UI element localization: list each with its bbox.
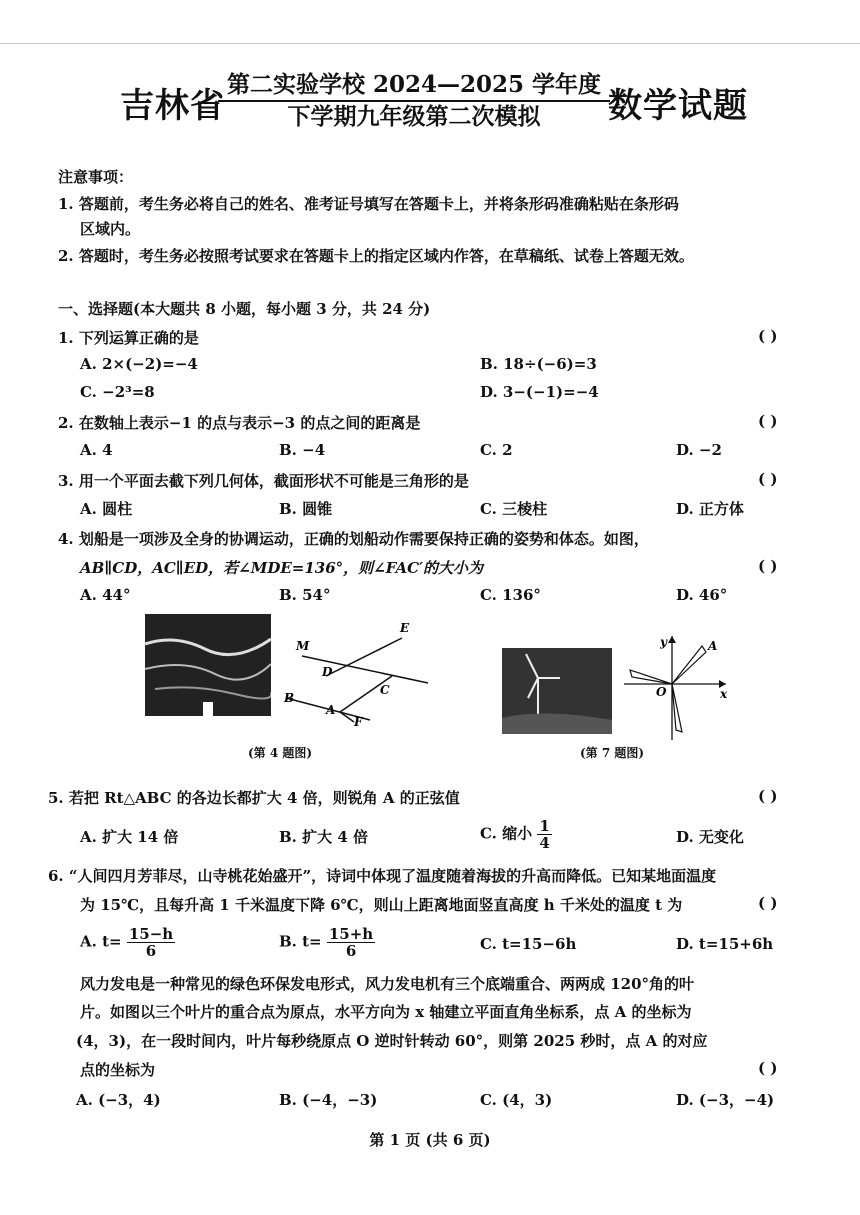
- question-3-stem: 3. 用一个平面去截下列几何体，截面形状不可能是三角形的是: [58, 472, 469, 490]
- q6-option-c[interactable]: C. t=15−6h: [480, 935, 577, 953]
- answer-bracket-4[interactable]: ( ): [758, 557, 778, 575]
- blade-2: [630, 670, 672, 684]
- blade-1: [672, 646, 706, 684]
- q5-option-c[interactable]: [480, 818, 552, 851]
- page-footer: 第 1 页 (共 6 页): [369, 1131, 491, 1149]
- q5-option-b[interactable]: B. 扩大 4 倍: [279, 828, 369, 846]
- figure-7-caption: (第 7 题图): [580, 746, 645, 760]
- q2-option-d[interactable]: D. −2: [676, 441, 722, 459]
- top-border: [0, 43, 860, 44]
- notice-item-1b: 区域内。: [80, 220, 141, 238]
- figure-4-caption: (第 4 题图): [248, 746, 313, 760]
- label-c: C: [380, 683, 390, 697]
- label-o: O: [656, 685, 667, 699]
- figure-4-diagram: [280, 618, 440, 728]
- blade-3: [672, 684, 682, 732]
- question-7-stem-2: 片。如图以三个叶片的重合点为原点，水平方向为 x 轴建立平面直角坐标系，点 A 的坐标为: [80, 1003, 692, 1021]
- q3-option-d[interactable]: D. 正方体: [676, 500, 744, 518]
- y-axis-arrow-icon: [668, 636, 676, 643]
- q1-option-a[interactable]: A. 2×(−2)=−4: [80, 355, 198, 373]
- line-de: [326, 638, 402, 676]
- question-4-stem-2: AB∥CD，AC∥ED，若∠MDE=136°，则∠FAC′的大小为: [80, 559, 484, 577]
- q6-option-a-label: A. t=: [80, 932, 122, 951]
- rowing-photo-texture: [145, 614, 271, 716]
- q4-option-c[interactable]: C. 136°: [480, 586, 541, 604]
- q6-option-a[interactable]: [80, 926, 175, 959]
- q5-fraction-num: 1: [539, 817, 550, 835]
- title-subject: 数学试题: [608, 86, 748, 126]
- question-6-stem-2: 为 15℃，且每升高 1 千米温度下降 6℃，则山上距离地面竖直高度 h 千米处的温度 t 为: [80, 896, 683, 914]
- question-6-stem: 6. “人间四月芳菲尽，山寺桃花始盛开”，诗词中体现了温度随着海拔的升高而降低。已知某地面温度: [48, 867, 717, 885]
- label-e: E: [400, 621, 410, 635]
- question-7-stem: 风力发电是一种常见的绿色环保发电形式，风力发电机有三个底端重合、两两成 120°角的叶: [80, 975, 695, 993]
- answer-bracket-5[interactable]: ( ): [758, 787, 778, 805]
- q3-option-b[interactable]: B. 圆锥: [279, 500, 333, 518]
- title-term: 下学期九年级第二次模拟: [287, 103, 541, 130]
- q5-option-a[interactable]: A. 扩大 14 倍: [80, 828, 179, 846]
- question-2-stem: 2. 在数轴上表示−1 的点与表示−3 的点之间的距离是: [58, 414, 421, 432]
- title-province: 吉林省: [120, 86, 225, 126]
- wind-turbine-texture: [502, 648, 612, 734]
- notice-title: 注意事项：: [58, 168, 134, 186]
- q5-option-d[interactable]: D. 无变化: [676, 828, 744, 846]
- line-dc: [302, 656, 428, 683]
- q6-fraction-a-den: 6: [145, 942, 157, 960]
- q6-fraction-b-num: 15+h: [328, 925, 374, 943]
- q2-option-a[interactable]: A. 4: [80, 441, 113, 459]
- q3-option-c[interactable]: C. 三棱柱: [480, 500, 548, 518]
- notice-item-2: 2. 答题时，考生务必按照考试要求在答题卡上的指定区域内作答，在草稿纸、试卷上答题无效。: [58, 247, 694, 265]
- q4-option-d[interactable]: D. 46°: [676, 586, 728, 604]
- label-d: D: [322, 665, 333, 679]
- q6-fraction-b: [327, 926, 375, 959]
- q1-option-d[interactable]: D. 3−(−1)=−4: [480, 383, 599, 401]
- question-4-stem: 4. 划船是一项涉及全身的协调运动，正确的划船动作需要保持正确的姿势和体态。如图，: [58, 530, 649, 548]
- question-5-stem: 5. 若把 Rt△ABC 的各边长都扩大 4 倍，则锐角 A 的正弦值: [48, 789, 460, 807]
- q7-option-a[interactable]: A. (−3，4): [76, 1091, 161, 1109]
- answer-bracket-1[interactable]: ( ): [758, 327, 778, 345]
- q5-option-c-label: C. 缩小: [480, 824, 533, 843]
- q1-option-b[interactable]: B. 18÷(−6)=3: [480, 355, 597, 373]
- label-a: A: [326, 703, 336, 717]
- label-x: x: [720, 687, 728, 701]
- label-a: A: [708, 639, 718, 653]
- wind-turbine-photo: [502, 648, 612, 734]
- answer-bracket-7[interactable]: ( ): [758, 1059, 778, 1077]
- label-m: M: [296, 639, 310, 653]
- question-7-stem-3: (4，3)，在一段时间内，叶片每秒绕原点 O 逆时针转动 60°，则第 2025 秒时，点 A 的对应: [76, 1032, 708, 1050]
- q4-option-a[interactable]: A. 44°: [80, 586, 131, 604]
- q5-fraction: [537, 818, 551, 851]
- question-1-stem: 1. 下列运算正确的是: [58, 329, 199, 347]
- figure-7-diagram: [622, 630, 732, 742]
- q7-option-d[interactable]: D. (−3，−4): [676, 1091, 775, 1109]
- q6-option-d[interactable]: D. t=15+6h: [676, 935, 774, 953]
- q6-fraction-a: [127, 926, 175, 959]
- answer-bracket-2[interactable]: ( ): [758, 412, 778, 430]
- q6-fraction-b-den: 6: [345, 942, 357, 960]
- section-heading: 一、选择题(本大题共 8 小题，每小题 3 分，共 24 分): [58, 300, 431, 318]
- q2-option-c[interactable]: C. 2: [480, 441, 513, 459]
- title-school: [218, 70, 610, 132]
- label-b: B: [284, 691, 295, 705]
- title-school-year: 第二实验学校 2024—2025 学年度: [218, 70, 610, 102]
- question-7-stem-4: 点的坐标为: [80, 1061, 156, 1079]
- q1-option-c[interactable]: C. −2³=8: [80, 383, 155, 401]
- q6-option-b-label: B. t=: [279, 932, 322, 951]
- q7-option-b[interactable]: B. (−4，−3): [279, 1091, 378, 1109]
- q3-option-a[interactable]: A. 圆柱: [80, 500, 133, 518]
- q5-fraction-den: 4: [539, 834, 550, 852]
- q4-option-b[interactable]: B. 54°: [279, 586, 331, 604]
- answer-bracket-3[interactable]: ( ): [758, 470, 778, 488]
- notice-item-1: 1. 答题前，考生务必将自己的姓名、准考证号填写在答题卡上，并将条形码准确粘贴在条形码: [58, 195, 679, 213]
- q7-option-c[interactable]: C. (4，3): [480, 1091, 553, 1109]
- answer-bracket-6[interactable]: ( ): [758, 894, 778, 912]
- label-y: y: [660, 635, 667, 649]
- q6-option-b[interactable]: [279, 926, 375, 959]
- rowing-photo: [145, 614, 271, 716]
- label-f: F: [354, 715, 363, 728]
- q2-option-b[interactable]: B. −4: [279, 441, 326, 459]
- q6-fraction-a-num: 15−h: [128, 925, 174, 943]
